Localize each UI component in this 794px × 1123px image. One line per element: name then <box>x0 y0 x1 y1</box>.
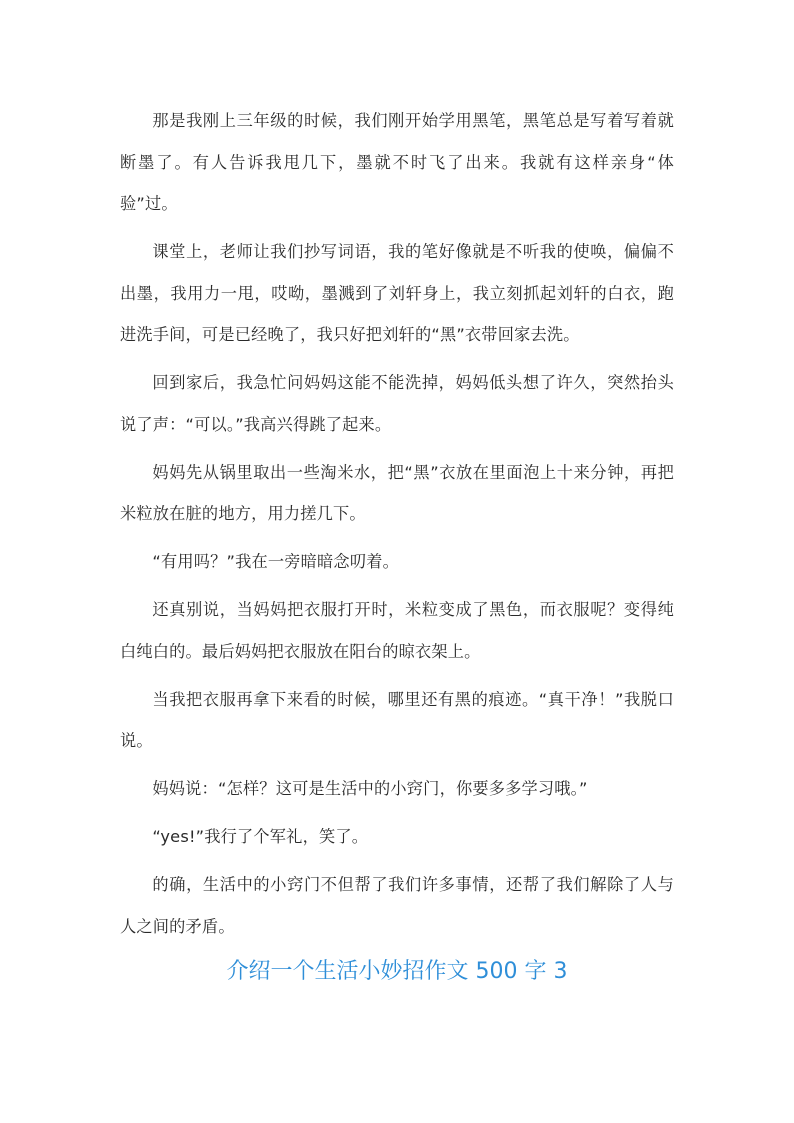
paragraph-3: 回到家后，我急忙问妈妈这能不能洗掉，妈妈低头想了许久，突然抬头说了声：“可以。”我高兴得跳了起来。 <box>120 373 674 434</box>
document-page <box>120 100 674 990</box>
paragraph-1: 那是我刚上三年级的时候，我们刚开始学用黑笔，黑笔总是写着写着就断墨了。有人告诉我甩几下，墨就不时飞了出来。我就有这样亲身“体验”过。 <box>120 111 674 213</box>
paragraph-7: 当我把衣服再拿下来看的时候，哪里还有黑的痕迹。“真干净！”我脱口说。 <box>120 689 674 750</box>
paragraph-5: “有用吗？”我在一旁暗暗念叨着。 <box>152 552 399 571</box>
section-heading: 介绍一个生活小妙招作文 500 字 3 <box>226 958 568 984</box>
paragraph-4: 妈妈先从锅里取出一些淘米水，把“黑”衣放在里面泡上十来分钟，再把米粒放在脏的地方，用力搓几下。 <box>120 462 674 523</box>
paragraph-8: 妈妈说：“怎样？这可是生活中的小窍门，你要多多学习哦。” <box>152 779 588 798</box>
paragraph-9: “yes!”我行了个军礼，笑了。 <box>152 827 369 846</box>
paragraph-2: 课堂上，老师让我们抄写词语，我的笔好像就是不听我的使唤，偏偏不出墨，我用力一甩，哎呦，墨溅到了刘轩身上，我立刻抓起刘轩的白衣，跑进洗手间，可是已经晚了，我只好把刘轩的“黑”衣带回家去洗。 <box>120 242 674 344</box>
paragraph-10: 的确，生活中的小窍门不但帮了我们许多事情，还帮了我们解除了人与人之间的矛盾。 <box>120 875 674 936</box>
paragraph-6: 还真别说，当妈妈把衣服打开时，米粒变成了黑色，而衣服呢？变得纯白纯白的。最后妈妈把衣服放在阳台的晾衣架上。 <box>120 600 674 661</box>
